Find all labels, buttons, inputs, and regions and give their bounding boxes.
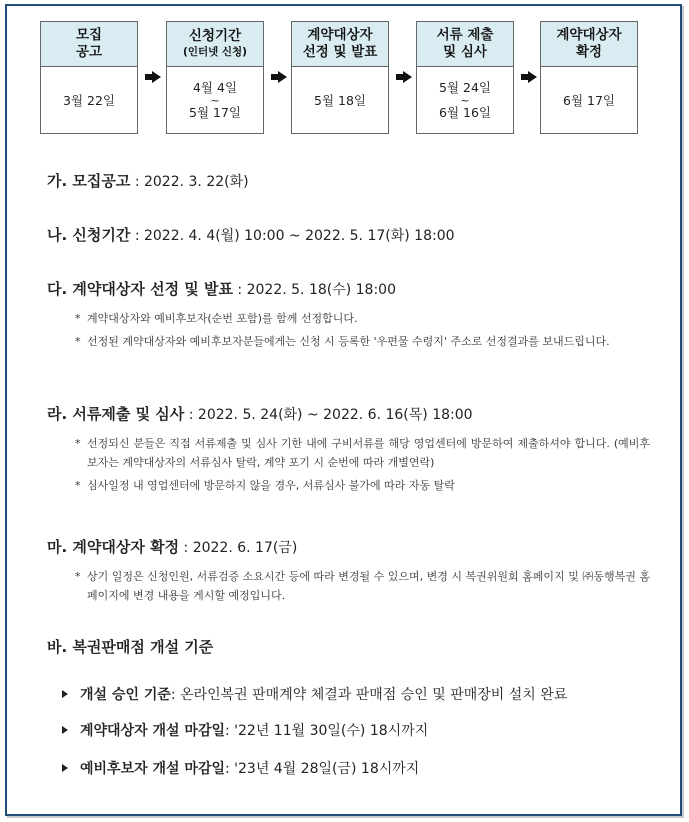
note-marker: *	[75, 479, 81, 492]
step-header	[41, 22, 137, 67]
bullet-text: : '23년 4월 28일(금) 18시까지	[225, 761, 420, 777]
step-title-line2: 선정 및 발표	[302, 44, 378, 60]
note-marker: *	[75, 312, 81, 325]
step-title-line2: 공고	[75, 44, 103, 60]
note-item	[75, 567, 650, 605]
note-item	[75, 309, 650, 328]
step-recruit-notice	[40, 21, 138, 134]
triangle-bullet-icon	[62, 764, 68, 772]
note-text: 계약대상자와 예비후보자(순번 포함)를 함께 선정합니다.	[87, 312, 358, 325]
step-body	[292, 67, 388, 134]
arrow-right-icon	[396, 71, 412, 83]
step-title: 계약대상자	[307, 27, 373, 43]
arrow-right-icon	[521, 71, 537, 83]
triangle-bullet-icon	[62, 726, 68, 734]
step-header	[541, 22, 637, 67]
note-item	[75, 476, 650, 495]
step-title: 모집	[75, 27, 103, 43]
section-na	[47, 224, 455, 245]
step-selection-announcement	[291, 21, 389, 134]
step-date-end: 5월 17일	[189, 105, 241, 120]
step-header	[417, 22, 513, 67]
section-ba	[47, 636, 213, 657]
step-subtitle: (인터넷 신청)	[183, 46, 247, 58]
step-date-start: 4월 4일	[192, 80, 238, 95]
note-text: 상기 일정은 신청인원, 서류검증 소요시간 등에 따라 변경될 수 있으며, 변경 시 복권위원회 홈페이지 및 ㈜동행복권 홈페이지에 변경 내용을 게시할 예정입니다.	[87, 570, 650, 602]
step-date-start: 5월 24일	[439, 80, 491, 95]
bullet-text: : '22년 11월 30일(수) 18시까지	[225, 723, 429, 739]
bullet-label: 예비후보자 개설 마감일	[80, 761, 225, 777]
section-ra-notes	[75, 434, 650, 495]
step-date: 5월 18일	[314, 92, 366, 108]
step-body	[417, 67, 513, 134]
bullet-label: 계약대상자 개설 마감일	[80, 723, 225, 739]
triangle-bullet-icon	[62, 690, 68, 698]
bullet-text: : 온라인복권 판매계약 체결과 판매점 승인 및 판매장비 설치 완료	[170, 687, 568, 703]
step-body	[541, 67, 637, 134]
note-text: 선정되신 분들은 직접 서류제출 및 심사 기한 내에 구비서류를 해당 영업센터에 방문하여 제출하셔야 합니다. (예비후보자는 계약대상자의 서류심사 탈락, 계약 포기 시 순번에 따라 개별연락)	[87, 437, 650, 469]
arrow-right-icon	[271, 71, 287, 83]
step-date: 3월 22일	[63, 92, 115, 108]
section-title: 가. 모집공고	[47, 172, 131, 190]
section-title: 라. 서류제출 및 심사	[47, 405, 185, 423]
note-text: 선정된 계약대상자와 예비후보자분들에게는 신청 시 등록한 '우편물 수령지' 주소로 선정결과를 보내드립니다.	[87, 335, 610, 348]
arrow-right-icon	[145, 71, 161, 83]
bullet-item	[62, 684, 567, 704]
step-title: 서류 제출	[436, 27, 494, 43]
section-ma-notes	[75, 567, 650, 605]
section-title: 나. 신청기간	[47, 226, 131, 244]
bullet-label: 개설 승인 기준	[80, 687, 171, 703]
note-item	[75, 332, 650, 351]
step-document-review	[416, 21, 514, 134]
section-ma	[47, 536, 297, 557]
section-title: 마. 계약대상자 확정	[47, 538, 180, 556]
step-contract-confirmation	[540, 21, 638, 134]
step-body	[167, 67, 263, 134]
step-header	[292, 22, 388, 67]
section-da	[47, 278, 396, 299]
step-application-period	[166, 21, 264, 134]
section-ra	[47, 403, 473, 424]
note-text: 심사일정 내 영업센터에 방문하지 않을 경우, 서류심사 불가에 따라 자동 탈락	[87, 479, 455, 492]
section-value: : 2022. 5. 18(수) 18:00	[232, 282, 396, 298]
section-value: : 2022. 5. 24(화) ~ 2022. 6. 16(목) 18:00	[184, 407, 473, 423]
section-value: : 2022. 3. 22(화)	[130, 174, 249, 190]
section-value: : 2022. 6. 17(금)	[179, 540, 298, 556]
section-title: 다. 계약대상자 선정 및 발표	[47, 280, 233, 298]
step-date-end: 6월 16일	[439, 105, 491, 120]
step-title: 신청기간	[188, 28, 242, 44]
note-marker: *	[75, 335, 81, 348]
note-item	[75, 434, 650, 472]
bullet-item	[62, 720, 428, 740]
section-title: 바. 복권판매점 개설 기준	[47, 638, 214, 656]
section-value: : 2022. 4. 4(월) 10:00 ~ 2022. 5. 17(화) 18:00	[130, 228, 455, 244]
step-title-line2: 및 심사	[443, 44, 487, 60]
step-date-tilde: ~	[460, 94, 470, 107]
step-title-line2: 확정	[575, 44, 603, 60]
step-header	[167, 22, 263, 67]
bullet-item	[62, 758, 419, 778]
step-date-tilde: ~	[210, 94, 220, 107]
note-marker: *	[75, 437, 81, 450]
step-body	[41, 67, 137, 134]
section-da-notes	[75, 309, 650, 351]
step-title: 계약대상자	[556, 27, 622, 43]
step-date: 6월 17일	[563, 92, 615, 108]
note-marker: *	[75, 570, 81, 583]
section-ga	[47, 170, 249, 191]
